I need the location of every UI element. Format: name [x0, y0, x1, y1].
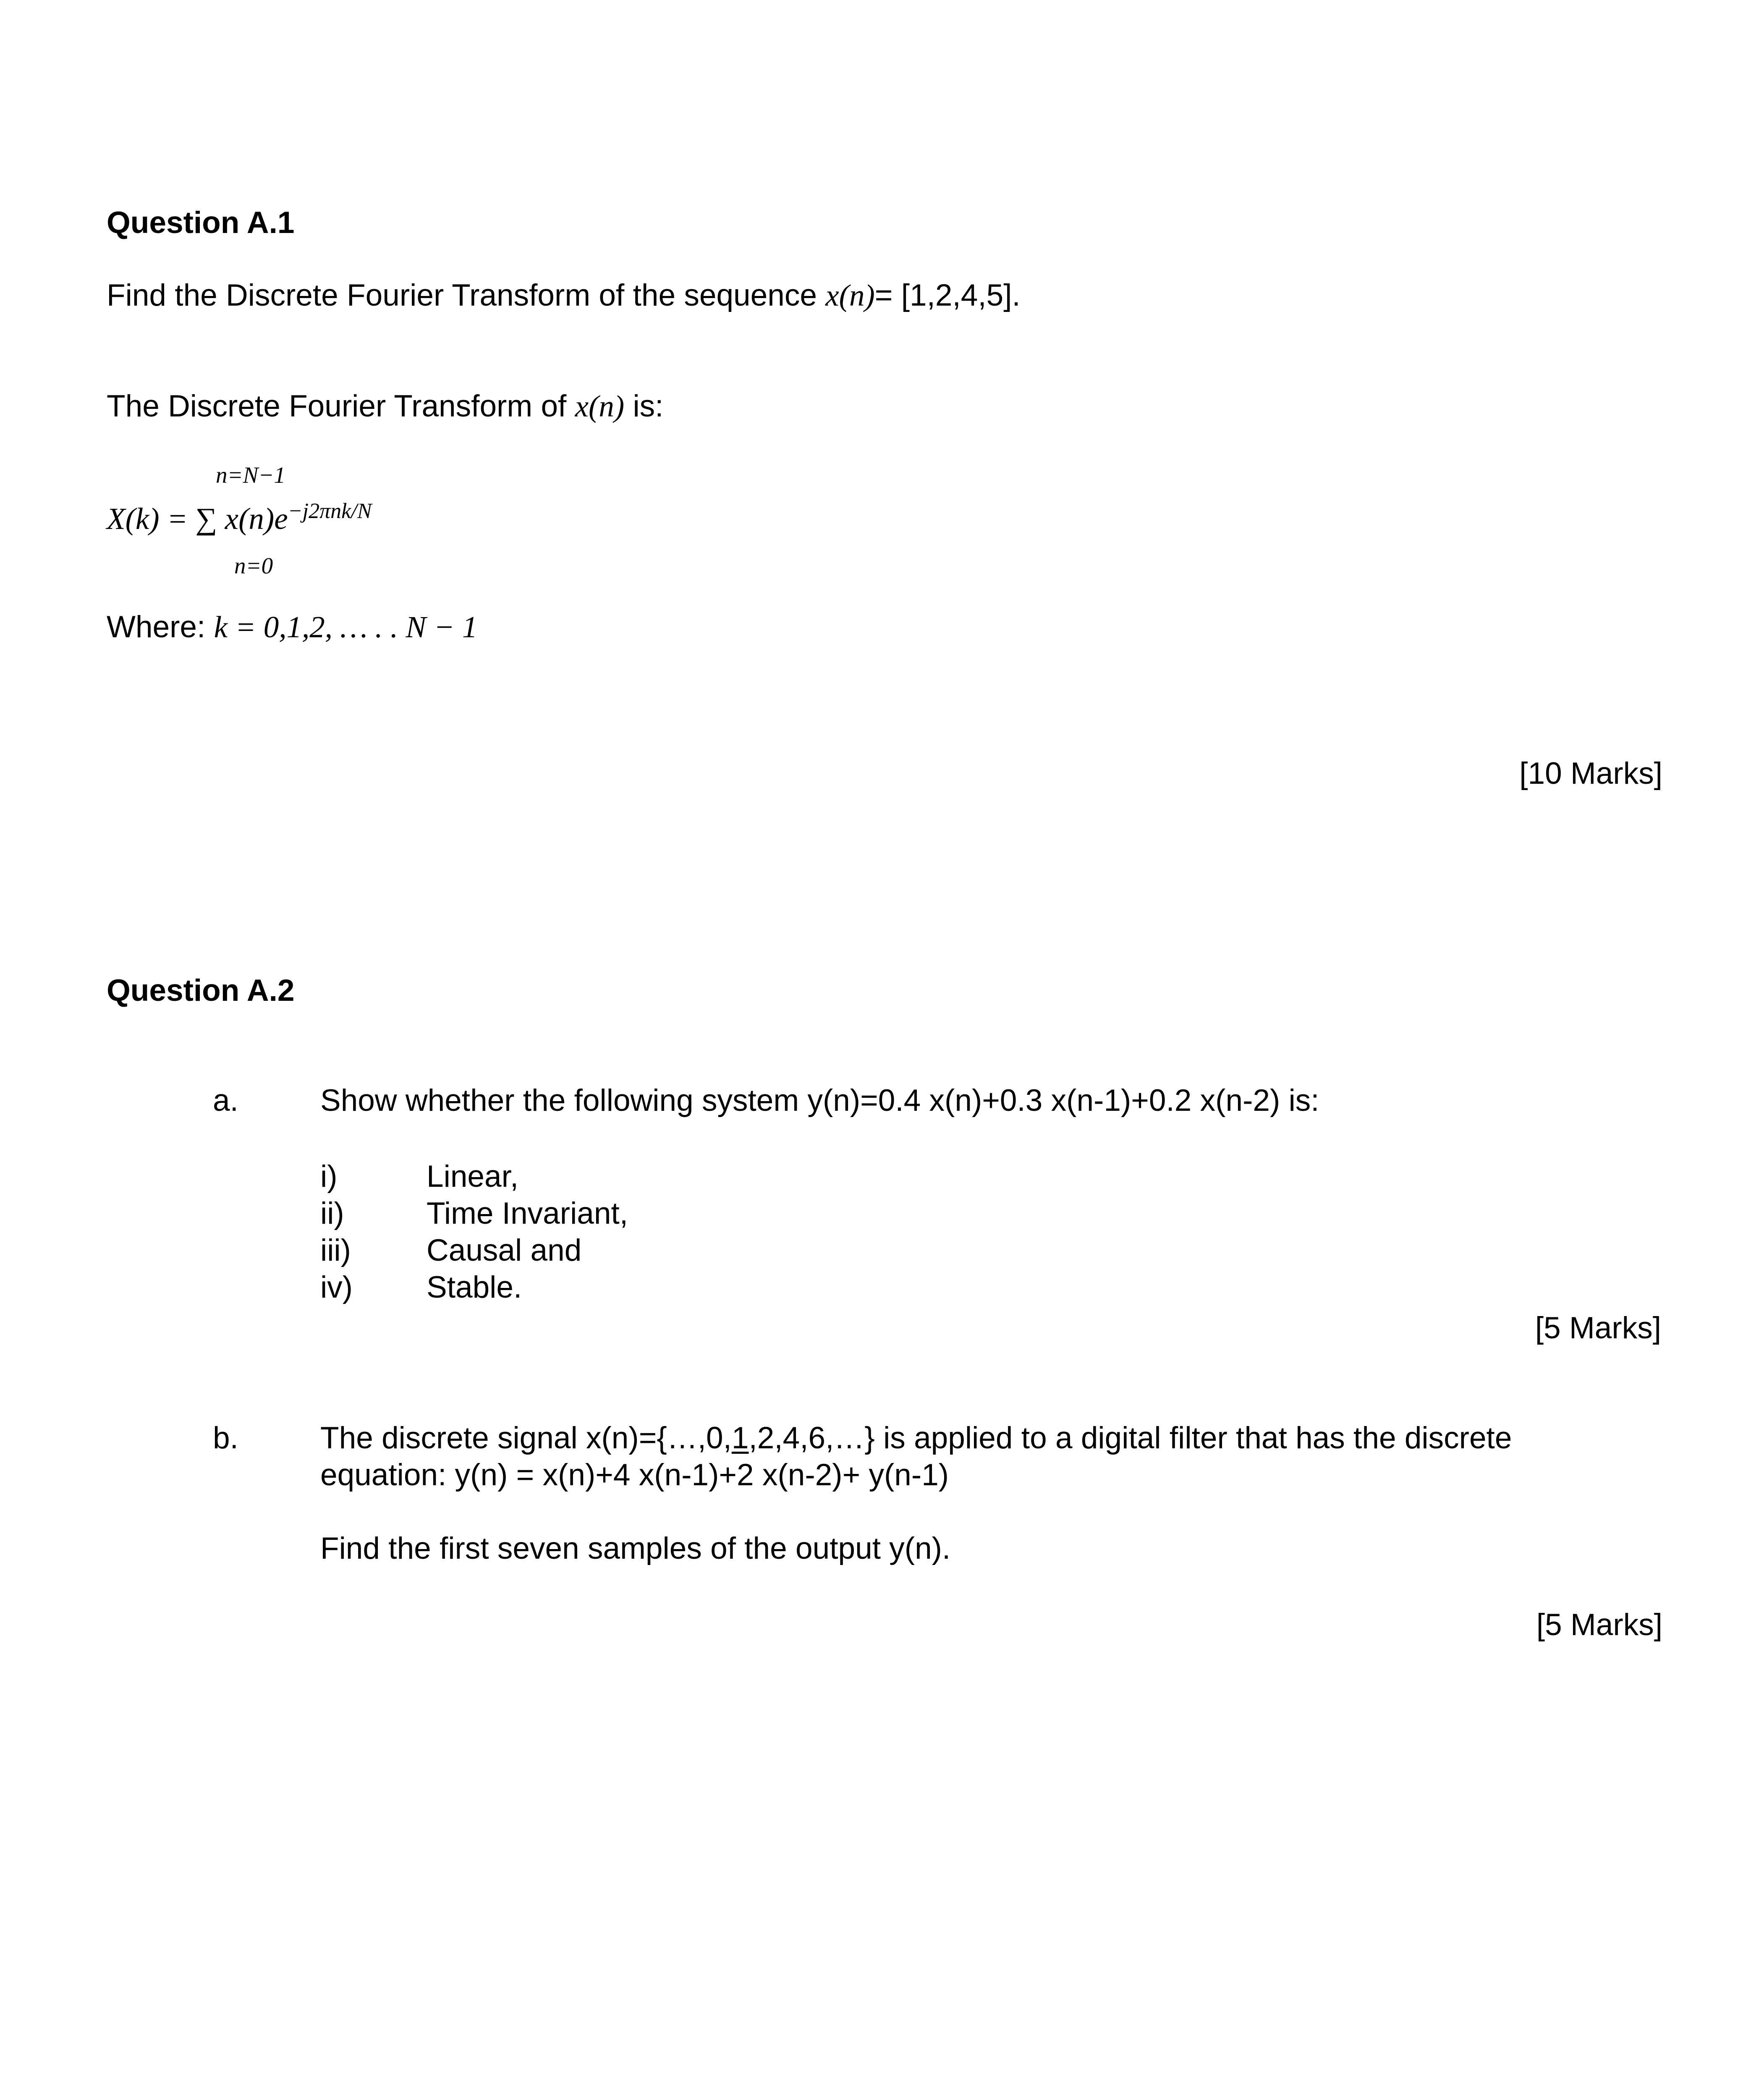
formula-lhs: X(k) =	[107, 502, 196, 536]
part-b-line1	[320, 1423, 1512, 1453]
sigma-symbol: ∑	[195, 502, 217, 536]
qa1-marks: [10 Marks]	[1519, 756, 1662, 790]
part-b-line1-pre: The discrete signal x(n)={…,0,	[320, 1421, 732, 1455]
formula-main	[107, 499, 372, 536]
sum-lower-limit: n=0	[234, 553, 273, 578]
sum-upper-limit: n=N−1	[216, 462, 285, 488]
part-b-underlined-sample: 1	[731, 1421, 749, 1455]
part-b-marks: [5 Marks]	[1536, 1608, 1662, 1642]
list-item-text: Stable.	[427, 1270, 522, 1304]
formula-term: x(n)e	[217, 502, 288, 536]
list-item-text: Causal and	[427, 1233, 582, 1267]
dft-intro-text: The Discrete Fourier Transform of	[107, 389, 567, 423]
question-a1-prompt	[107, 280, 1021, 311]
part-b-line1-post: ,2,4,6,…} is applied to a digital filter that has the discrete	[749, 1421, 1512, 1455]
prompt-text: Find the Discrete Fourier Transform of the sequence	[107, 278, 817, 312]
where-clause	[107, 612, 477, 642]
part-b-label: b.	[213, 1421, 238, 1455]
part-a-label: a.	[213, 1084, 238, 1118]
list-item-number: ii)	[320, 1196, 344, 1230]
prompt-sequence: = [1,2,4,5].	[874, 278, 1021, 312]
question-a1-title: Question A.1	[107, 206, 295, 240]
formula-exponent: −j2πnk/N	[288, 499, 372, 523]
where-expression: k = 0,1,2, … . . N − 1	[214, 610, 478, 644]
question-a2-title: Question A.2	[107, 974, 295, 1008]
list-item-number: i)	[320, 1159, 338, 1193]
dft-intro	[107, 391, 663, 421]
prompt-variable: x(n)	[825, 278, 875, 312]
part-b-equation: equation: y(n) = x(n)+4 x(n-1)+2 x(n-2)+ y(n-1)	[320, 1458, 949, 1492]
part-a-text: Show whether the following system y(n)=0.4 x(n)+0.3 x(n-1)+0.2 x(n-2) is:	[320, 1084, 1319, 1118]
dft-intro-variable: x(n)	[575, 389, 625, 423]
part-b-task: Find the first seven samples of the output y(n).	[320, 1531, 951, 1565]
dft-intro-end: is:	[633, 389, 664, 423]
list-item-number: iv)	[320, 1270, 353, 1304]
where-label: Where:	[107, 610, 206, 644]
part-a-marks: [5 Marks]	[1535, 1311, 1661, 1345]
list-item-text: Linear,	[427, 1159, 519, 1193]
list-item-number: iii)	[320, 1233, 351, 1267]
list-item-text: Time Invariant,	[427, 1196, 628, 1230]
